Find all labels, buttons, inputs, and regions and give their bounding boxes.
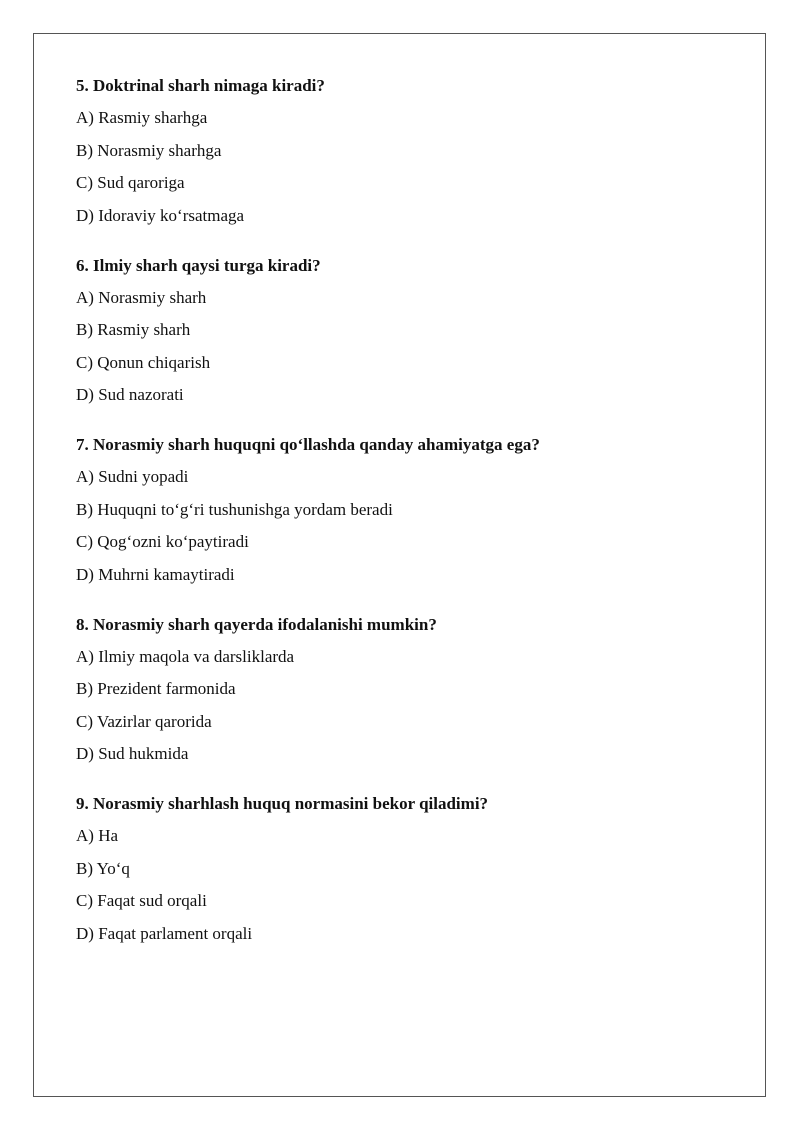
question-title: 9. Norasmiy sharhlash huquq normasini bekor qiladimi? xyxy=(76,794,489,813)
option-a: A) Ilmiy maqola va darsliklarda xyxy=(76,646,295,666)
option-b: B) Rasmiy sharh xyxy=(76,320,191,339)
option-c: C) Qonun chiqarish xyxy=(76,352,211,372)
document-content xyxy=(76,74,736,972)
option-d: D) Sud hukmida xyxy=(76,744,189,763)
question-8 xyxy=(76,613,736,767)
option-d: D) Idoraviy ko‘rsatmaga xyxy=(76,205,245,225)
option-b: B) Prezident farmonida xyxy=(76,679,236,698)
option-b: B) Yo‘q xyxy=(76,858,130,878)
option-a: A) Rasmiy sharhga xyxy=(76,108,208,127)
question-title: 7. Norasmiy sharh huquqni qo‘llashda qanday ahamiyatga ega? xyxy=(76,435,540,454)
option-c: C) Vazirlar qarorida xyxy=(76,711,212,731)
question-title: 8. Norasmiy sharh qayerda ifodalanishi mumkin? xyxy=(76,614,437,634)
option-b: B) Huquqni to‘g‘ri tushunishga yordam beradi xyxy=(76,499,393,519)
question-title: 6. Ilmiy sharh qaysi turga kiradi? xyxy=(76,255,321,275)
option-d: D) Faqat parlament orqali xyxy=(76,923,253,943)
option-c: C) Faqat sud orqali xyxy=(76,891,207,910)
option-a: A) Norasmiy sharh xyxy=(76,287,207,307)
question-5 xyxy=(76,74,736,228)
option-d: D) Sud nazorati xyxy=(76,385,184,404)
option-a: A) Sudni yopadi xyxy=(76,467,189,486)
question-title: 5. Doktrinal sharh nimaga kiradi? xyxy=(76,76,325,95)
option-d: D) Muhrni kamaytiradi xyxy=(76,564,235,584)
option-b: B) Norasmiy sharhga xyxy=(76,140,222,160)
question-9 xyxy=(76,792,736,946)
option-a: A) Ha xyxy=(76,826,119,845)
question-6 xyxy=(76,254,736,408)
option-c: C) Sud qaroriga xyxy=(76,173,185,192)
option-c: C) Qog‘ozni ko‘paytiradi xyxy=(76,532,249,551)
question-7 xyxy=(76,433,736,587)
